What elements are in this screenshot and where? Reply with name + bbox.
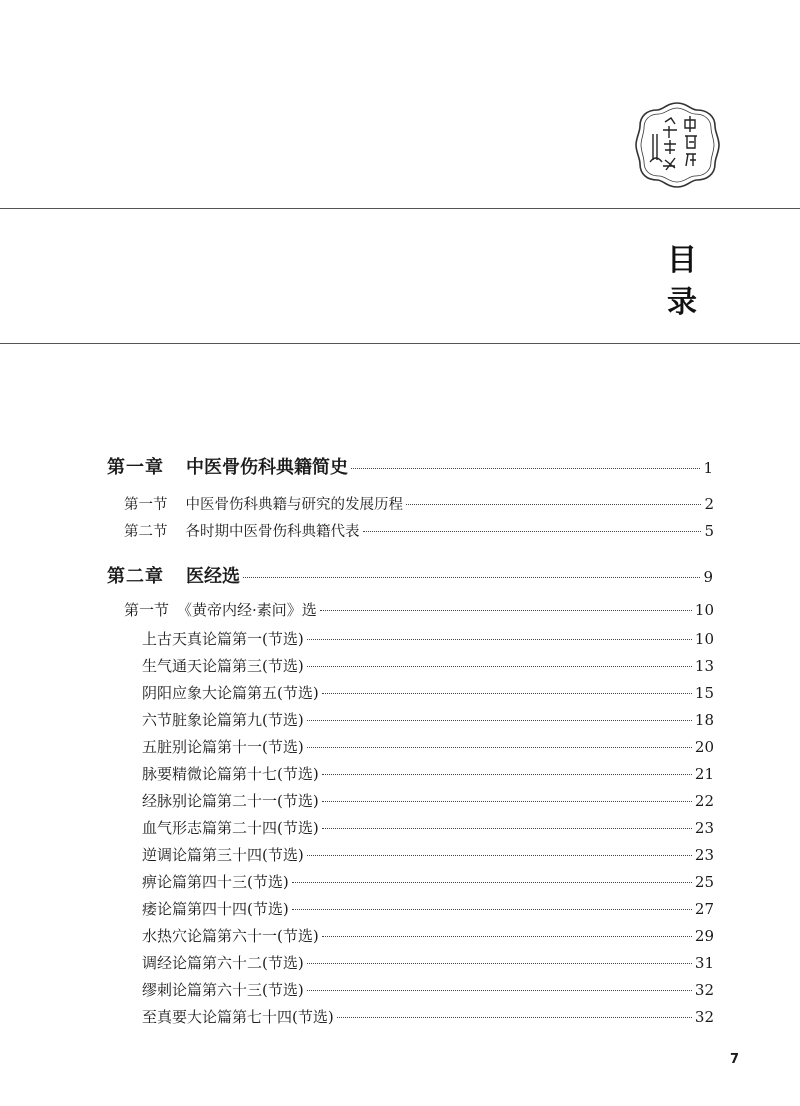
toc-item[interactable]: [142, 817, 714, 838]
dot-leader: [307, 747, 692, 748]
chapter-number: 第二章: [107, 566, 164, 587]
toc-item[interactable]: [142, 655, 714, 676]
dot-leader: [351, 468, 700, 469]
page-number: 21: [694, 765, 714, 783]
page-number: 29: [694, 927, 714, 945]
section-number: 第一节: [124, 601, 170, 619]
page-number: 32: [694, 981, 714, 999]
toc-chapter-1[interactable]: [107, 453, 713, 479]
page-title: [662, 240, 702, 324]
dot-leader: [292, 909, 692, 910]
item-title: 脉要精微论篇第十七(节选): [142, 765, 319, 783]
item-title: 至真要大论篇第七十四(节选): [142, 1008, 334, 1026]
dot-leader: [322, 774, 692, 775]
page-number: 1: [703, 459, 713, 477]
toc-item[interactable]: [142, 709, 714, 730]
toc-item[interactable]: [142, 1006, 714, 1027]
page-folio: 7: [730, 1052, 740, 1067]
dot-leader: [363, 531, 702, 532]
toc-section[interactable]: [124, 493, 714, 514]
toc-section[interactable]: [124, 520, 714, 541]
section-title: 《黄帝内经·素问》选: [177, 601, 317, 619]
dot-leader: [307, 639, 692, 640]
title-char-2: 录: [667, 285, 697, 320]
toc-item[interactable]: [142, 628, 714, 649]
dot-leader: [406, 504, 701, 505]
page-number: 23: [694, 819, 714, 837]
toc-item[interactable]: [142, 871, 714, 892]
chapter-number: 第一章: [107, 457, 164, 478]
page-number: 27: [694, 900, 714, 918]
dot-leader: [322, 936, 692, 937]
dot-leader: [322, 693, 692, 694]
dot-leader: [307, 666, 692, 667]
item-title: 血气形志篇第二十四(节选): [142, 819, 319, 837]
item-title: 调经论篇第六十二(节选): [142, 954, 304, 972]
dot-leader: [337, 1017, 692, 1018]
page-number: 9: [703, 568, 713, 586]
toc-item[interactable]: [142, 925, 714, 946]
page-number: 10: [694, 630, 714, 648]
dot-leader: [320, 610, 692, 611]
page-number: 22: [694, 792, 714, 810]
item-title: 五脏别论篇第十一(节选): [142, 738, 304, 756]
dot-leader: [307, 855, 692, 856]
toc-item[interactable]: [142, 844, 714, 865]
section-title: 中医骨伤科典籍与研究的发展历程: [185, 497, 403, 513]
item-title: 上古天真论篇第一(节选): [142, 630, 304, 648]
section-number: 第二节: [124, 524, 168, 540]
item-title: 水热穴论篇第六十一(节选): [142, 927, 319, 945]
dot-leader: [292, 882, 692, 883]
page-number: 23: [694, 846, 714, 864]
dot-leader: [322, 828, 692, 829]
toc-chapter-2[interactable]: [107, 562, 713, 588]
chapter-title: 医经选: [186, 566, 240, 587]
item-title: 缪刺论篇第六十三(节选): [142, 981, 304, 999]
toc-item[interactable]: [142, 736, 714, 757]
toc-section[interactable]: [124, 599, 714, 620]
item-title: 阴阳应象大论篇第五(节选): [142, 684, 319, 702]
item-title: 经脉别论篇第二十一(节选): [142, 792, 319, 810]
toc-item[interactable]: [142, 790, 714, 811]
top-rule: [0, 208, 800, 209]
toc-item[interactable]: [142, 952, 714, 973]
title-char-1: 目: [667, 243, 697, 278]
page-number: 5: [704, 522, 714, 540]
seal-logo: [635, 100, 720, 190]
page-number: 15: [694, 684, 714, 702]
toc-item[interactable]: [142, 898, 714, 919]
bottom-rule: [0, 343, 800, 344]
section-number: 第一节: [124, 497, 168, 513]
dot-leader: [307, 963, 692, 964]
page-number: 32: [694, 1008, 714, 1026]
dot-leader: [322, 801, 692, 802]
page-number: 13: [694, 657, 714, 675]
item-title: 生气通天论篇第三(节选): [142, 657, 304, 675]
section-title: 各时期中医骨伤科典籍代表: [185, 524, 360, 540]
item-title: 痹论篇第四十三(节选): [142, 873, 289, 891]
page-number: 31: [694, 954, 714, 972]
page-number: 2: [704, 495, 714, 513]
dot-leader: [307, 990, 692, 991]
page-number: 10: [694, 601, 714, 619]
item-title: 逆调论篇第三十四(节选): [142, 846, 304, 864]
chapter-title: 中医骨伤科典籍简史: [186, 457, 348, 478]
dot-leader: [243, 577, 700, 578]
page-number: 18: [694, 711, 714, 729]
item-title: 六节脏象论篇第九(节选): [142, 711, 304, 729]
page-number: 25: [694, 873, 714, 891]
toc-item[interactable]: [142, 763, 714, 784]
dot-leader: [307, 720, 692, 721]
toc-item[interactable]: [142, 979, 714, 1000]
toc-item[interactable]: [142, 682, 714, 703]
item-title: 痿论篇第四十四(节选): [142, 900, 289, 918]
page-number: 20: [694, 738, 714, 756]
